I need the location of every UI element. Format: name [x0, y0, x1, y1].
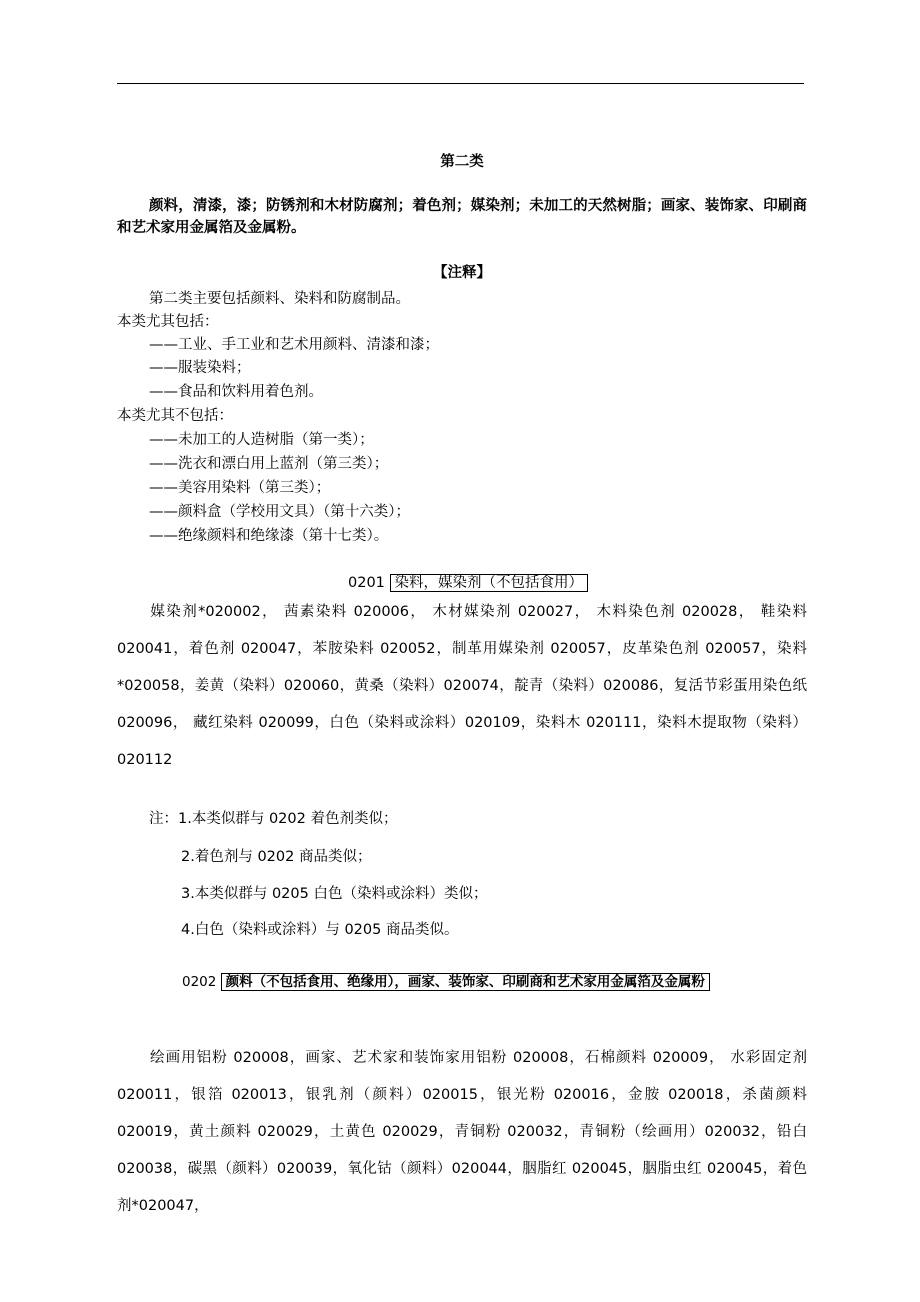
group-note: 2.着色剂与 0202 商品类似； — [181, 849, 372, 865]
exclude-item: ——绝缘颜料和绝缘漆（第十七类）。 — [149, 528, 389, 544]
group-note: 注：1.本类似群与 0202 着色剂类似； — [149, 811, 398, 827]
include-item: ——工业、手工业和艺术用颜料、清漆和漆； — [149, 337, 439, 353]
items-text: 媒染剂*020002， 茜素染料 020006， 木材媒染剂 020027， 木料染色剂 020028， 鞋染料 020041，着色剂 020047，苯胺染料 020052，制革用媒染剂 020057，皮革染色剂 020057，染料*020058，姜黄（染料）020060，黄桑（染料）020074，靛青（染料）020086，复活节彩蛋用染色纸 020096， 藏红染料 020099，白色（染料或涂料）020109，染料木 020111，染料木提取物（染料）020112 — [117, 604, 807, 768]
items-text: 绘画用铝粉 020008，画家、艺术家和装饰家用铝粉 020008，石棉颜料 020009， 水彩固定剂 020011，银箔 020013，银乳剂（颜料）020015，银光粉 020016，金胺 020018，杀菌颜料 020019，黄土颜料 020029，土黄色 020029，青铜粉 020032，青铜粉（绘画用）020032，铅白 020038，碳黑（颜料）020039，氧化钴（颜料）020044，胭脂红 020045，胭脂虫红 020045，着色剂*020047， — [117, 1050, 807, 1214]
exclude-item: ——洗衣和漂白用上蓝剂（第三类）； — [149, 456, 389, 472]
group-note: 3.本类似群与 0205 白色（染料或涂料）类似； — [181, 886, 488, 902]
group-0202-header — [182, 970, 710, 990]
include-item: ——服装染料； — [149, 360, 251, 376]
includes-label: 本类尤其包括： — [117, 314, 219, 330]
group-code: 0201 — [348, 575, 385, 591]
group-code: 0202 — [182, 974, 217, 990]
group-title: 颜料（不包括食用、绝缘用），画家、装饰家、印刷商和艺术家用金属箔及金属粉 — [221, 973, 710, 991]
group-title: 染料，媒染剂（不包括食用） — [390, 574, 589, 592]
group-0201-items — [117, 594, 807, 779]
group-0201-header — [348, 571, 588, 592]
include-item: ——食品和饮料用着色剂。 — [149, 384, 323, 400]
header-rule — [117, 83, 804, 84]
class-description: 颜料，清漆，漆；防锈剂和木材防腐剂；着色剂；媒染剂；未加工的天然树脂；画家、装饰家、印刷商和艺术家用金属箔及金属粉。 — [117, 198, 807, 236]
class-heading: 第二类 — [440, 154, 484, 170]
group-note: 4.白色（染料或涂料）与 0205 商品类似。 — [181, 922, 459, 938]
exclude-item: ——美容用染料（第三类）； — [149, 480, 331, 496]
exclude-item: ——颜料盒（学校用文具）（第十六类）； — [149, 504, 410, 520]
intro-text: 第二类主要包括颜料、染料和防腐制品。 — [149, 291, 410, 307]
group-0202-items — [117, 1040, 807, 1225]
excludes-label: 本类尤其不包括： — [117, 408, 233, 424]
notes-title: 【注释】 — [433, 265, 491, 281]
exclude-item: ——未加工的人造树脂（第一类）； — [149, 432, 374, 448]
